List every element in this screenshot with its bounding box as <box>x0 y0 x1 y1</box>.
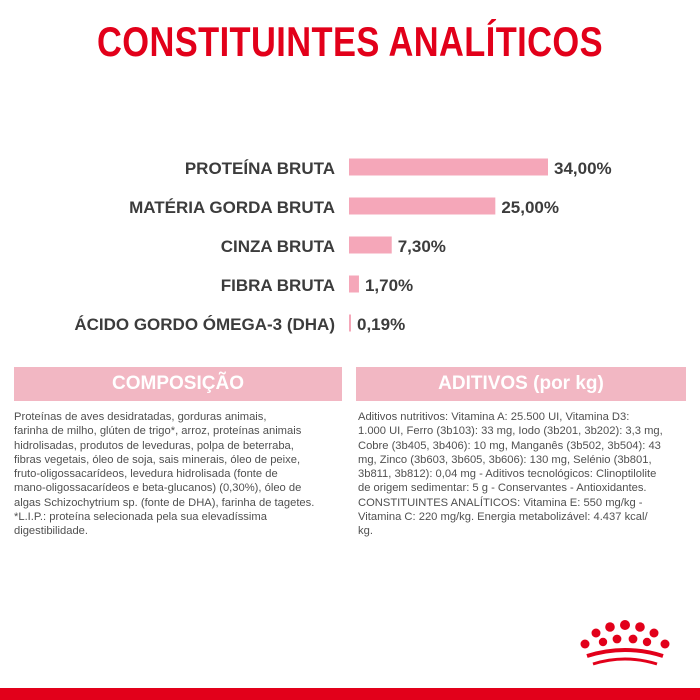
footer-bar <box>0 688 700 700</box>
category-label: PROTEÍNA BRUTA <box>184 159 335 178</box>
aditivos-line: CONSTITUINTES ANALÍTICOS: Vitamina E: 550 mg/kg - <box>358 496 643 509</box>
composicao-line: hidrolisadas, produtos de leveduras, polpa de beterraba, <box>14 439 294 452</box>
value-label: 7,30% <box>397 237 446 256</box>
aditivos-line: mg, Zinco (3b603, 3b605, 3b606): 130 mg, Selénio (3b801, <box>358 453 652 466</box>
aditivos-line: de origem sedimentar: 5 g - Conservantes - Antioxidantes. <box>358 482 647 495</box>
composition-heading: COMPOSIÇÃO <box>14 367 342 401</box>
composition-text <box>14 410 344 539</box>
composicao-line: *L.I.P.: proteína selecionada pela sua elevadíssima <box>14 511 267 524</box>
composicao-line: farinha de milho, glúten de trigo*, arroz, proteínas animais <box>14 425 302 438</box>
category-label: ÁCIDO GORDO ÓMEGA-3 (DHA) <box>74 315 335 334</box>
analytical-constituents-chart <box>0 145 700 345</box>
aditivos-line: Cobre (3b405, 3b406): 10 mg, Manganês (3b502, 3b504): 43 <box>358 439 661 452</box>
bar <box>349 159 548 176</box>
composicao-line: fibras vegetais, óleo de soja, sais minerais, óleo de peixe, <box>14 453 301 466</box>
composicao-line: digestibilidade. <box>14 525 89 538</box>
bar <box>349 198 495 215</box>
composicao-line: fruto-oligossacarídeos, levedura hidrolisada (fonte de <box>14 468 278 481</box>
composicao-line: mano-oligossacarídeos e beta-glucanos) (0,30%), óleo de <box>14 482 302 495</box>
aditivos-line: kg. <box>358 525 373 538</box>
value-label: 25,00% <box>501 198 559 217</box>
composicao-line: Proteínas de aves desidratadas, gorduras animais, <box>14 411 267 423</box>
royal-crown-logo-icon <box>573 620 683 670</box>
value-label: 34,00% <box>554 159 612 178</box>
additives-heading: ADITIVOS (por kg) <box>356 367 686 401</box>
category-label: CINZA BRUTA <box>220 237 335 256</box>
category-label: FIBRA BRUTA <box>220 276 335 295</box>
value-label: 0,19% <box>357 315 406 334</box>
aditivos-line: Aditivos nutritivos: Vitamina A: 25.500 UI, Vitamina D3: <box>358 411 630 423</box>
page-title: CONSTITUINTES ANALÍTICOS <box>96 18 604 65</box>
value-label: 1,70% <box>364 276 414 295</box>
bar <box>349 276 359 293</box>
aditivos-line: 3b811, 3b812): 0,04 mg - Aditivos tecnológicos: Clinoptilolite <box>358 468 657 481</box>
bar <box>349 237 392 254</box>
composicao-line: algas Schizochytrium sp. (fonte de DHA), farinha de tagetes. <box>14 496 315 509</box>
aditivos-line: Vitamina C: 220 mg/kg. Energia metabolizável: 4.437 kcal/ <box>358 511 648 524</box>
aditivos-line: 1.000 UI, Ferro (3b103): 33 mg, Iodo (3b201, 3b202): 3,3 mg, <box>358 425 663 438</box>
bar <box>349 315 351 332</box>
additives-text <box>358 410 688 539</box>
category-label: MATÉRIA GORDA BRUTA <box>129 198 335 217</box>
